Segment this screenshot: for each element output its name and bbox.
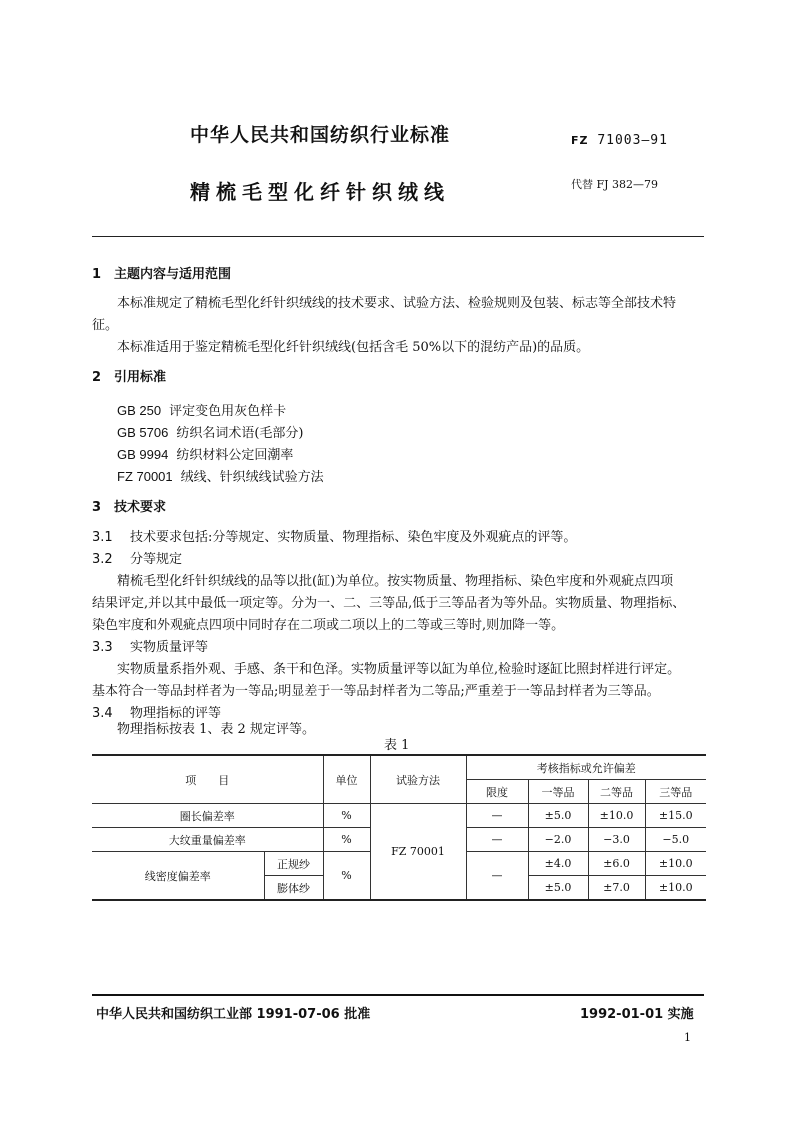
row-item: 线密度偏差率 [92, 852, 264, 901]
row-grade-3: ±10.0 [645, 852, 706, 876]
section-1-heading: 1 主题内容与适用范围 [92, 267, 232, 282]
row-unit: % [323, 852, 370, 901]
header-grade-2: 二等品 [588, 780, 645, 804]
header-grade-1: 一等品 [528, 780, 588, 804]
standard-prefix: FZ [571, 134, 589, 147]
row-grade-1: ±5.0 [528, 804, 588, 828]
row-grade-1: ±4.0 [528, 852, 588, 876]
page-number: 1 [684, 1031, 691, 1044]
header-grade-3: 三等品 [645, 780, 706, 804]
row-unit: % [323, 828, 370, 852]
section-1-para1-line2: 征。 [92, 318, 119, 333]
row-item: 圈长偏差率 [92, 804, 323, 828]
clause-3-3-heading: 3.3 实物质量评等 [92, 640, 209, 655]
row-subitem: 正规纱 [264, 852, 323, 876]
clause-3-2-line1: 精梳毛型化纤针织绒线的品等以批(缸)为单位。按实物质量、物理指标、染色牢度和外观疵点四项 [117, 574, 674, 589]
document-title: 精梳毛型化纤针织绒线 [190, 180, 450, 204]
header-limit: 限度 [466, 780, 528, 804]
standard-code: 71003—91 [597, 133, 668, 148]
row-grade-2: ±6.0 [588, 852, 645, 876]
clause-3-3-line2: 基本符合一等品封样者为一等品;明显差于一等品封样者为二等品;严重差于一等品封样者为三等品。 [92, 684, 660, 699]
row-grade-3: ±15.0 [645, 804, 706, 828]
reference-item: GB 250 评定变色用灰色样卡 [117, 403, 287, 419]
clause-3-2-line2: 结果评定,并以其中最低一项定等。分为一、二、三等品,低于三等品者为等外品。实物质量、物理指标、 [92, 596, 686, 611]
header-method: 试验方法 [370, 755, 466, 804]
section-3-heading: 3 技术要求 [92, 500, 167, 515]
row-grade-2: −3.0 [588, 828, 645, 852]
section-1-para2: 本标准适用于鉴定精梳毛型化纤针织绒线(包括含毛 50%以下的混纺产品)的品质。 [117, 340, 590, 355]
section-1-para1-line1: 本标准规定了精梳毛型化纤针织绒线的技术要求、试验方法、检验规则及包装、标志等全部技术特 [117, 296, 677, 311]
clause-3-1: 3.1 技术要求包括:分等规定、实物质量、物理指标、染色牢度及外观疵点的评等。 [92, 530, 577, 545]
clause-3-2-line3: 染色牢度和外观疵点四项中同时存在二项或二项以上的二等或三等时,则加降一等。 [92, 618, 565, 633]
test-method: FZ 70001 [370, 804, 466, 901]
row-grade-2: ±7.0 [588, 876, 645, 901]
standard-number [571, 133, 668, 148]
row-grade-1: −2.0 [528, 828, 588, 852]
row-subitem: 膨体纱 [264, 876, 323, 901]
reference-item: GB 9994 纺织材料公定回潮率 [117, 447, 294, 463]
header-tolerance-group: 考核指标或允许偏差 [466, 755, 706, 780]
replaces-note: 代替 FJ 382—79 [571, 178, 659, 191]
reference-item: FZ 70001 绒线、针织绒线试验方法 [117, 469, 324, 485]
effective-date: 1992-01-01 实施 [580, 1007, 694, 1022]
row-limit: — [466, 852, 528, 901]
row-item: 大纹重量偏差率 [92, 828, 323, 852]
row-grade-3: ±10.0 [645, 876, 706, 901]
reference-item: GB 5706 纺织名词术语(毛部分) [117, 425, 304, 441]
header-item: 项 目 [92, 755, 323, 804]
header-unit: 单位 [323, 755, 370, 804]
clause-3-4-heading: 3.4 物理指标的评等 [92, 706, 222, 721]
table-1-caption: 表 1 [384, 738, 410, 753]
industry-standard-title: 中华人民共和国纺织行业标准 [190, 124, 451, 146]
table-header-row [92, 755, 706, 780]
row-unit: % [323, 804, 370, 828]
header-rule [92, 236, 704, 237]
footer-rule [92, 994, 704, 996]
row-limit: — [466, 828, 528, 852]
clause-3-3-line1: 实物质量系指外观、手感、条干和色泽。实物质量评等以缸为单位,检验时逐缸比照封样进行评定。 [117, 662, 681, 677]
section-2-heading: 2 引用标准 [92, 370, 167, 385]
clause-3-4-text: 物理指标按表 1、表 2 规定评等。 [117, 722, 315, 737]
row-limit: — [466, 804, 528, 828]
row-grade-1: ±5.0 [528, 876, 588, 901]
table-1 [92, 754, 706, 901]
row-grade-2: ±10.0 [588, 804, 645, 828]
table-row [92, 804, 706, 828]
row-grade-3: −5.0 [645, 828, 706, 852]
clause-3-2-heading: 3.2 分等规定 [92, 552, 183, 567]
approval-note: 中华人民共和国纺织工业部 1991-07-06 批准 [96, 1007, 371, 1022]
